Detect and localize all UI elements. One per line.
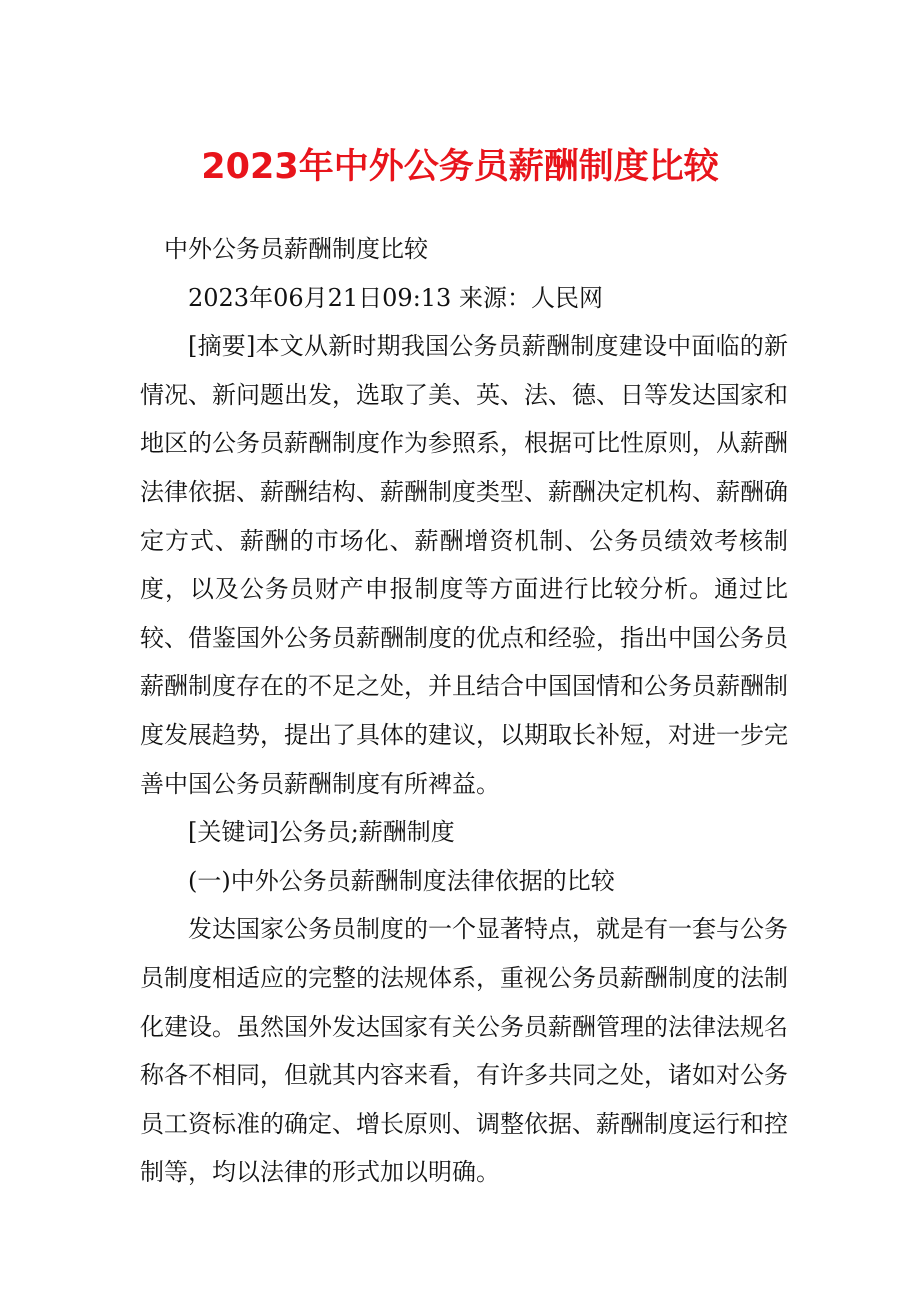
section-heading: (一)中外公务员薪酬制度法律依据的比较 xyxy=(188,866,615,895)
dateline-paragraph: 2023年06月21日09:13 来源：人民网 xyxy=(188,283,603,312)
abstract-paragraph: [摘要]本文从新时期我国公务员薪酬制度建设中面临的新情况、新问题出发，选取了美、英、法、德、日等发达国家和地区的公务员薪酬制度作为参照系，根据可比性原则，从薪酬法律依据、薪酬结构、薪酬制度类型、薪酬决定机构、薪酬确定方式、薪酬的市场化、薪酬增资机制、公务员绩效考核制度，以及公务员财产申报制度等方面进行比较分析。通过比较、借鉴国外公务员薪酬制度的优点和经验，指出中国公务员薪酬制度存在的不足之处，并且结合中国国情和公务员薪酬制度发展趋势，提出了具体的建议，以期取长补短，对进一步完善中国公务员薪酬制度有所裨益。 xyxy=(140,332,788,798)
keywords-paragraph: [关键词]公务员;薪酬制度 xyxy=(188,818,455,847)
document-title: 2023年中外公务员薪酬制度比较 xyxy=(201,147,719,187)
document-body xyxy=(140,225,788,1197)
body-paragraph: 发达国家公务员制度的一个显著特点，就是有一套与公务员制度相适应的完整的法规体系，重视公务员薪酬制度的法制化建设。虽然国外发达国家有关公务员薪酬管理的法律法规名称各不相同，但就其内容来看，有许多共同之处，诸如对公务员工资标准的确定、增长原则、调整依据、薪酬制度运行和控制等，均以法律的形式加以明确。 xyxy=(140,915,788,1187)
subtitle-paragraph: 中外公务员薪酬制度比较 xyxy=(164,235,428,263)
